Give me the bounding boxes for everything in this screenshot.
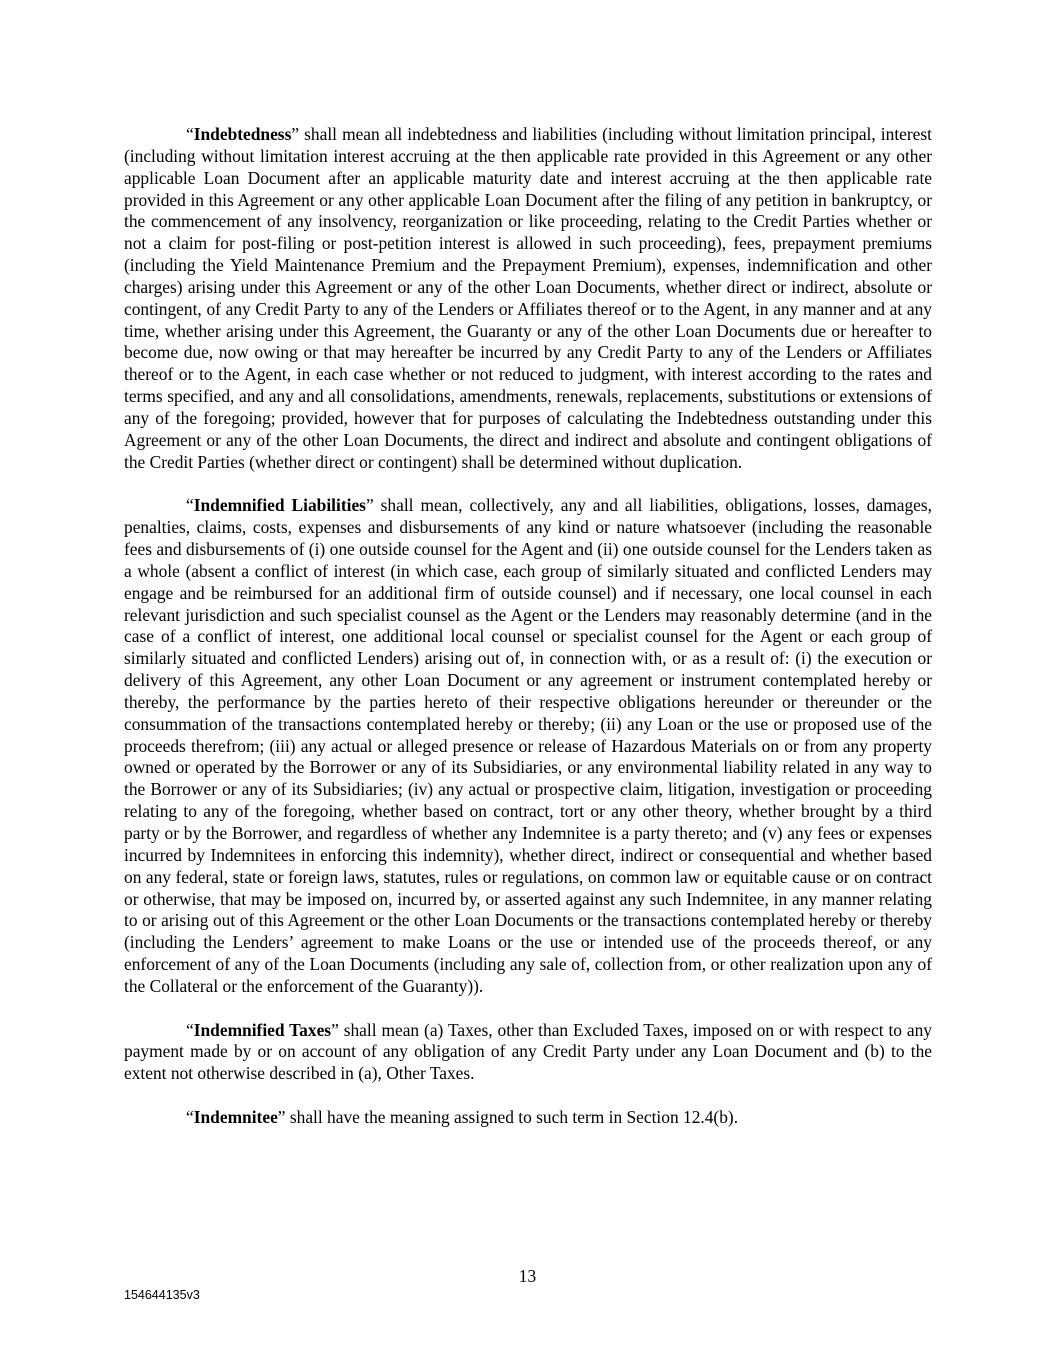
open-quote: “ xyxy=(186,495,194,516)
open-quote: “ xyxy=(186,124,194,144)
defined-term: Indemnified Taxes xyxy=(193,1019,332,1040)
page-number: 13 xyxy=(518,1266,537,1286)
definition-paragraph xyxy=(124,495,932,997)
defined-term: Indebtedness xyxy=(193,124,292,144)
document-id: 154644135v3 xyxy=(124,1288,200,1302)
document-body xyxy=(124,124,932,1151)
definition-paragraph xyxy=(124,1020,932,1086)
definition-text: ” shall have the meaning assigned to such term in Section 12.4(b). xyxy=(277,1106,739,1127)
definition-text: ” shall mean all indebtedness and liabilities (including without limitation principal, interest (including without limitation interest accruing at the then applicable rate provided in this Agreement or any other applicable Loan Document after an applicable maturity date and interest accruing at the then applicable rate provided in this Agreement or any other applicable Loan Document after the filing of any petition in bankruptcy, or the commencement of any insolvency, reorganization or like proceeding, relating to the Credit Parties whether or not a claim for post-filing or post-petition interest is allowed in such proceeding), fees, prepayment premiums (including the Yield Maintenance Premium and the Prepayment Premium), expenses, indemnification and other charges) arising under this Agreement or any of the other Loan Documents, whether direct or indirect, absolute or contingent, of any Credit Party to any of the Lenders or Affiliates thereof or to the Agent, in any manner and at any time, whether arising under this Agreement, the Guaranty or any of the other Loan Documents due or hereafter to become due, now owing or that may hereafter be incurred by any Credit Party to any of the Lenders or Affiliates thereof or to the Agent, in each case whether or not reduced to judgment, with interest according to the rates and terms specified, and any and all consolidations, amendments, renewals, replacements, substitutions or extensions of any of the foregoing; provided, however that for purposes of calculating the Indebtedness outstanding under this Agreement or any of the other Loan Documents, the direct and indirect and absolute and contingent obligations of the Credit Parties (whether direct or contingent) shall be determined without duplication. xyxy=(124,124,932,472)
defined-term: Indemnitee xyxy=(193,1106,278,1127)
definition-text: ” shall mean (a) Taxes, other than Excluded Taxes, imposed on or with respect to any payment made by or on account of any obligation of any Credit Party under any Loan Document and (b) to the extent not otherwise described in (a), Other Taxes. xyxy=(124,1019,932,1084)
defined-term: Indemnified Liabilities xyxy=(193,495,366,516)
open-quote: “ xyxy=(186,1019,194,1040)
definition-paragraph xyxy=(124,1107,932,1129)
definition-text: ” shall mean, collectively, any and all liabilities, obligations, losses, damages, penalties, claims, costs, expenses and disbursements of any kind or nature whatsoever (including the reasonable fees and disbursements of (i) one outside counsel for the Agent and (ii) one outside counsel for the Lenders taken as a whole (absent a conflict of interest (in which case, each group of similarly situated and conflicted Lenders may engage and be reimbursed for an additional firm of outside counsel) and if necessary, one local counsel in each relevant jurisdiction and such specialist counsel as the Agent or the Lenders may reasonably determine (and in the case of a conflict of interest, one additional local counsel or specialist counsel for the Agent or each group of similarly situated and conflicted Lenders) arising out of, in connection with, or as a result of: (i) the execution or delivery of this Agreement, any other Loan Document or any agreement or instrument contemplated hereby or thereby, the performance by the parties hereto of their respective obligations hereunder or thereunder or the consummation of the transactions contemplated hereby or thereby; (ii) any Loan or the use or proposed use of the proceeds therefrom; (iii) any actual or alleged presence or release of Hazardous Materials on or from any property owned or operated by the Borrower or any of its Subsidiaries, or any environmental liability related in any way to the Borrower or any of its Subsidiaries; (iv) any actual or prospective claim, litigation, investigation or proceeding relating to any of the foregoing, whether based on contract, tort or any other theory, whether brought by a third party or by the Borrower, and regardless of whether any Indemnitee is a party thereto; and (v) any fees or expenses incurred by Indemnitees in enforcing this indemnity), whether direct, indirect or consequential and whether based on any federal, state or foreign laws, statutes, rules or regulations, on common law or equitable cause or on contract or otherwise, that may be imposed on, incurred by, or asserted against any such Indemnitee, in any manner relating to or arising out of this Agreement or the other Loan Documents or the transactions contemplated hereby or thereby (including the Lenders’ agreement to make Loans or the use or intended use of the proceeds thereof, or any enforcement of any of the Loan Documents (including any sale of, collection from, or other realization upon any of the Collateral or the enforcement of the Guaranty)). xyxy=(124,495,932,996)
open-quote: “ xyxy=(186,1106,194,1127)
definition-paragraph xyxy=(124,124,932,474)
